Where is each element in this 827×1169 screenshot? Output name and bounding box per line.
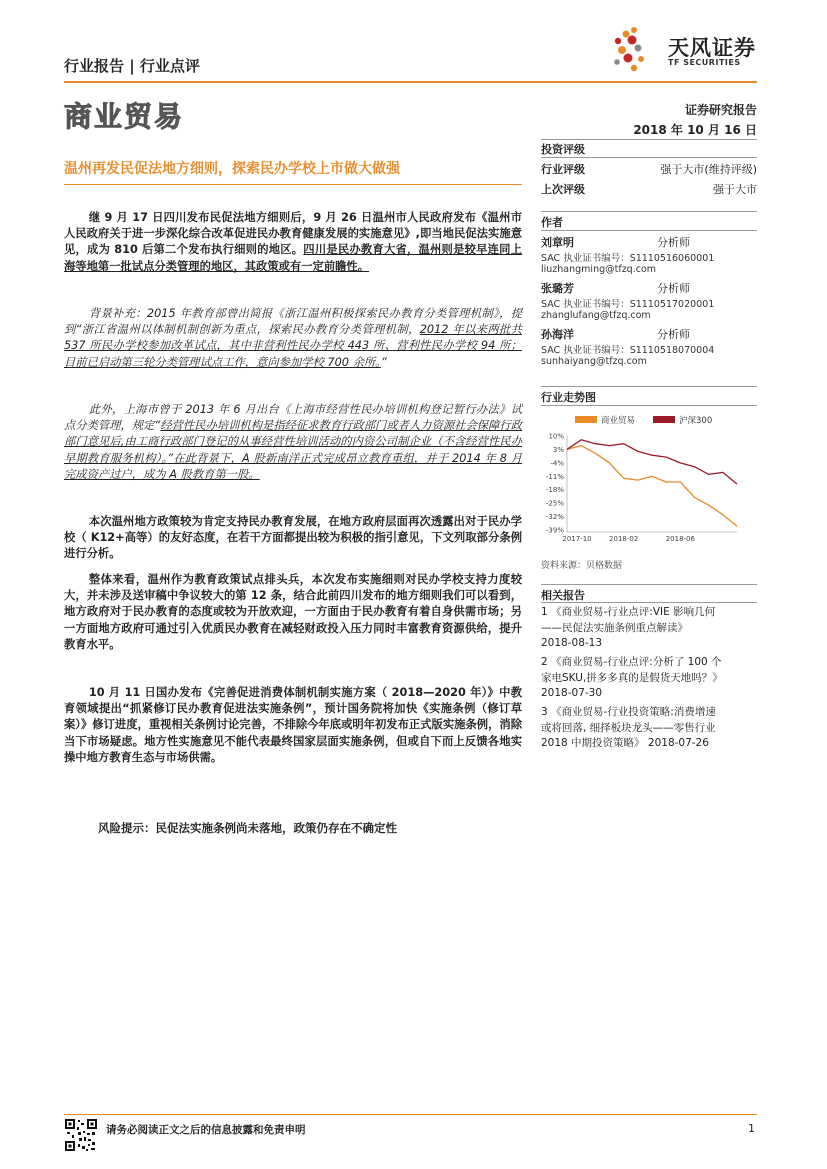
disclaimer-notice: 请务必阅读正文之后的信息披露和免责申明 xyxy=(106,1124,306,1136)
legend-label: 商业贸易 xyxy=(601,416,636,426)
related-report-text: 3 《商业贸易-行业投资策略:消费增速 xyxy=(541,706,716,718)
page-number: 1 xyxy=(748,1122,755,1135)
y-tick-label: -18% xyxy=(545,486,564,495)
series-line xyxy=(567,440,737,484)
body-text: 本次温州地方政策较为肯定支持民办教育发展，在地方政府层面再次透露出对于民办学校（ K12+高等）的友好态度，在若干方面都提出较为积极的指引意见，下文列取部分条例进行分析。 xyxy=(64,515,522,561)
legend-swatch xyxy=(653,416,675,423)
y-tick-label: 3% xyxy=(552,445,564,454)
series-line xyxy=(567,446,737,527)
body-paragraph xyxy=(64,210,522,275)
sidebar-divider xyxy=(541,602,757,603)
logo-name: 天风证券 xyxy=(668,36,756,60)
y-tick-label: 10% xyxy=(548,432,564,441)
qr-code-icon xyxy=(64,1118,98,1152)
author-email[interactable]: zhanglufang@tfzq.com xyxy=(541,310,651,321)
report-category: 行业报告 | 行业点评 xyxy=(64,57,200,75)
sidebar-divider xyxy=(541,584,757,585)
x-tick-label: 2018-06 xyxy=(665,535,695,543)
authors-heading: 作者 xyxy=(541,216,563,229)
sector-title: 商业贸易 xyxy=(64,100,185,133)
legend-swatch xyxy=(575,416,597,423)
rating-heading: 投资评级 xyxy=(541,143,585,156)
y-tick-label: -4% xyxy=(550,459,564,468)
trend-heading: 行业走势图 xyxy=(541,391,596,404)
author-sac: SAC 执业证书编号：S1110518070004 xyxy=(541,345,715,356)
author-email[interactable]: liuzhangming@tfzq.com xyxy=(541,264,657,275)
rating-label: 行业评级 xyxy=(541,163,585,176)
related-report-date: 2018 中期投资策略》 2018-07-26 xyxy=(541,737,709,749)
related-heading: 相关报告 xyxy=(541,589,585,602)
rating-value: 强于大市 xyxy=(713,183,757,196)
related-report-item[interactable] xyxy=(541,705,757,752)
y-tick-label: -25% xyxy=(545,499,564,508)
author-role: 分析师 xyxy=(657,236,690,249)
x-tick-label: 2017-10 xyxy=(562,535,592,543)
author-email[interactable]: sunhaiyang@tfzq.com xyxy=(541,356,647,367)
sidebar-divider xyxy=(541,386,757,387)
rating-row xyxy=(541,161,757,177)
rating-row xyxy=(541,181,757,197)
author-name: 刘章明 xyxy=(541,236,574,249)
body-text: 继 9 月 17 日四川发布民促法地方细则后，9 月 26 日温州市人民政府发布《温州市人民政府关于进一步深化综合改革促进民办教育健康发展的实施意见》,即当地民促法实施意见，成为 810 后第二个发布执行细则的地区。 xyxy=(64,211,522,257)
rating-value: 强于大市(维持评级) xyxy=(660,163,757,176)
x-tick-label: 2018-02 xyxy=(609,535,639,543)
body-text: 此外，上海市曾于 2013 年 6 月出台《上海市经营性民办培训机构登记暂行办法》试点分类管理，规定“ xyxy=(64,403,522,433)
body-text: 经营性民办培训机构是指经征求教育行政部门或者人力资源社会保障行政部门意见后,由工商行政部门登记的从事经营性培训活动的内资公司制企业（不含经营性民办早期教育服务机构）。 xyxy=(64,419,522,465)
sidebar-divider xyxy=(541,211,757,212)
rating-label: 上次评级 xyxy=(541,183,585,196)
y-tick-label: -32% xyxy=(545,513,564,522)
related-report-text: ——民促法实施条例重点解读》 xyxy=(541,621,688,634)
related-report-item[interactable] xyxy=(541,655,757,702)
y-tick-label: -11% xyxy=(545,472,564,481)
author-block xyxy=(541,326,757,367)
author-block xyxy=(541,234,757,275)
body-paragraph xyxy=(64,402,522,483)
author-role: 分析师 xyxy=(657,328,690,341)
chart-source: 资料来源：贝格数据 xyxy=(541,561,623,571)
related-report-text: 2 《商业贸易-行业点评:分析了 100 个 xyxy=(541,656,722,668)
header-divider xyxy=(64,81,757,83)
report-type: 证券研究报告 xyxy=(684,103,757,117)
related-report-item[interactable] xyxy=(541,605,757,652)
body-paragraph xyxy=(64,572,522,653)
related-report-text: 家电SKU,拼多多真的是假货天地吗？》 xyxy=(541,671,723,684)
body-text: 2012 年以来两批共 537 所民办学校参加改革试点，其中非营利性民办学校 443 所、营利性民办学校 94 所；目前已启动第三轮分类管理试点工作，意向参加学校 700 余所。 xyxy=(64,323,522,369)
author-role: 分析师 xyxy=(657,282,690,295)
author-sac: SAC 执业证书编号：S1110516060001 xyxy=(541,253,715,264)
logo-subtitle: TF SECURITIES xyxy=(668,58,741,67)
body-paragraph xyxy=(64,685,522,766)
industry-trend-chart xyxy=(541,410,757,560)
author-block xyxy=(541,280,757,321)
title-divider xyxy=(64,184,522,185)
y-tick-label: -39% xyxy=(545,526,564,535)
body-text: 背景补充：2015 年教育部曾出简报《浙江温州积极探索民办教育分类管理机制》，提到“浙江省温州以体制机制创新为重点，探索民办教育分类管理机制， xyxy=(64,307,522,337)
report-title: 温州再发民促法地方细则，探索民办学校上市做大做强 xyxy=(64,161,400,177)
related-report-text: 1 《商业贸易-行业点评:VIE 影响几何 xyxy=(541,606,716,618)
footer-divider xyxy=(64,1114,757,1115)
sidebar-divider xyxy=(541,230,757,231)
body-text: 10 月 11 日国办发布《完善促进消费体制机制实施方案（ 2018—2020 年）》中教育领域提出“抓紧修订民办教育促进法实施条例”，预计国务院将加快《实施条例（修订草案）》修订进度，重视相关条例讨论完善，不排除今年底或明年初发布正式版实施条例，消除当下市场疑虑。地方性实施意见不能代表最终国家层面实施条例，但或自下而上反馈各地实操中地方教育生态与市场供需。 xyxy=(64,686,522,764)
related-report-date: 2018-08-13 xyxy=(541,637,603,649)
sidebar-divider xyxy=(541,139,757,140)
body-paragraph xyxy=(64,306,522,371)
author-sac: SAC 执业证书编号：S1110517020001 xyxy=(541,299,715,310)
legend-label: 沪深300 xyxy=(679,416,713,426)
body-paragraph xyxy=(64,514,522,563)
risk-warning: 风险提示：民促法实施条例尚未落地，政策仍存在不确定性 xyxy=(98,821,397,835)
author-name: 张璐芳 xyxy=(541,282,574,295)
related-report-text: 或将回落, 细择板块龙头——零售行业 xyxy=(541,721,716,734)
related-report-date: 2018-07-30 xyxy=(541,687,603,699)
body-text: ” xyxy=(380,355,387,369)
body-text: 四川是民办教育大省，温州则是较早连同上海等地第一批试点分类管理的地区，其政策或有一定前瞻性。 xyxy=(64,243,522,273)
body-text: ”在此背景下，A 股新南洋正式完成昂立教育重组，并于 2014 年 8 月完成资产过户，成为 A 股教育第一股。 xyxy=(64,451,522,481)
body-text: 整体来看，温州作为教育政策试点排头兵，本次发布实施细则对民办学校支持力度较大，并未涉及送审稿中争议较大的第 12 条，结合此前四川发布的地方细则我们可以看到，地方政府对于民办教育的态度或较为开放欢迎，一方面由于民办教育有着自身供需市场；另一方面地方政府可通过引入优质民办教育在减轻财政投入压力同时丰富教育资源供给，提升教育水平。 xyxy=(64,573,522,651)
author-name: 孙海洋 xyxy=(541,328,574,341)
report-date: 2018 年 10 月 16 日 xyxy=(633,123,757,137)
sidebar-divider xyxy=(541,157,757,158)
sidebar-divider xyxy=(541,405,757,406)
